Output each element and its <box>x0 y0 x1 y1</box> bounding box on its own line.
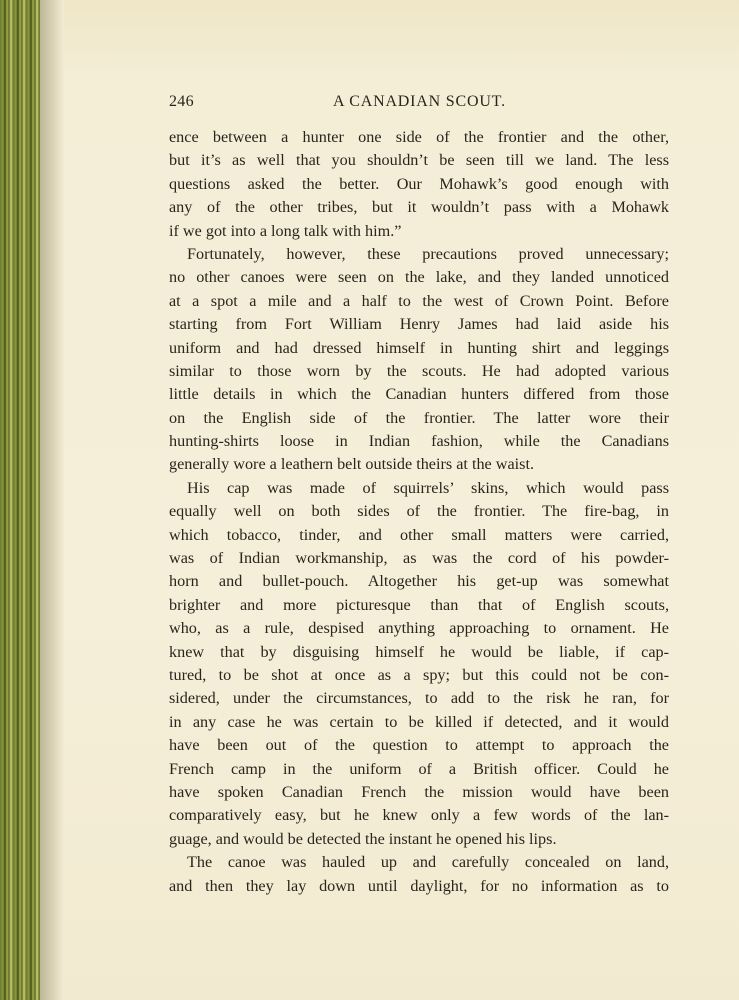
text-line: His cap was made of squirrels’ skins, which would pass <box>187 478 669 497</box>
text-line: which tobacco, tinder, and other small matters were carried, <box>169 525 669 544</box>
text-line: uniform and had dressed himself in hunting shirt and leggings <box>169 338 669 357</box>
text-line: generally wore a leathern belt outside theirs at the waist. <box>169 455 534 474</box>
text-line: guage, and would be detected the instant he opened his lips. <box>169 829 557 848</box>
text-line: similar to those worn by the scouts. He had adopted various <box>169 361 669 380</box>
text-line: but it’s as well that you shouldn’t be seen till we land. The less <box>169 151 669 170</box>
text-line: knew that by disguising himself he would be liable, if cap- <box>169 642 669 661</box>
text-line: hunting-shirts loose in Indian fashion, while the Canadians <box>169 432 669 451</box>
text-line: if we got into a long talk with him.” <box>169 221 402 240</box>
text-line: French camp in the uniform of a British officer. Could he <box>169 759 669 778</box>
gutter-shadow <box>40 0 64 1000</box>
running-head: A CANADIAN SCOUT. <box>333 93 506 110</box>
text-line: any of the other tribes, but it wouldn’t pass with a Mohawk <box>169 198 669 217</box>
text-line: was of Indian workmanship, as was the cord of his powder- <box>169 549 669 568</box>
text-line: at a spot a mile and a half to the west of Crown Point. Before <box>169 291 669 310</box>
text-line: starting from Fort William Henry James had laid aside his <box>169 315 669 334</box>
text-line: questions asked the better. Our Mohawk’s good enough with <box>169 174 669 193</box>
text-line: on the English side of the frontier. The latter wore their <box>169 408 669 427</box>
text-line: in any case he was certain to be killed if detected, and it would <box>169 712 669 731</box>
text-line: The canoe was hauled up and carefully concealed on land, <box>187 853 669 872</box>
text-line: have been out of the question to attempt to approach the <box>169 736 669 755</box>
page-number: 246 <box>169 93 194 110</box>
text-line: little details in which the Canadian hunters differed from those <box>169 385 669 404</box>
book-binding <box>0 0 40 1000</box>
text-line: Fortunately, however, these precautions proved unnecessary; <box>187 244 669 263</box>
text-line: tured, to be shot at once as a spy; but this could not be con- <box>169 665 669 684</box>
body-text <box>169 126 669 898</box>
text-line: horn and bullet-pouch. Altogether his get-up was somewhat <box>169 572 669 591</box>
text-line: who, as a rule, despised anything approaching to ornament. He <box>169 619 669 638</box>
page-header <box>169 93 669 115</box>
text-line: brighter and more picturesque than that of English scouts, <box>169 595 669 614</box>
text-line: equally well on both sides of the frontier. The fire-bag, in <box>169 502 669 521</box>
text-line: no other canoes were seen on the lake, and they landed unnoticed <box>169 268 669 287</box>
text-line: comparatively easy, but he knew only a few words of the lan- <box>169 806 669 825</box>
text-line: sidered, under the circumstances, to add to the risk he ran, for <box>169 689 669 708</box>
text-line: and then they lay down until daylight, for no information as to <box>169 876 669 895</box>
text-line: ence between a hunter one side of the frontier and the other, <box>169 128 669 146</box>
text-line: have spoken Canadian French the mission would have been <box>169 782 669 801</box>
